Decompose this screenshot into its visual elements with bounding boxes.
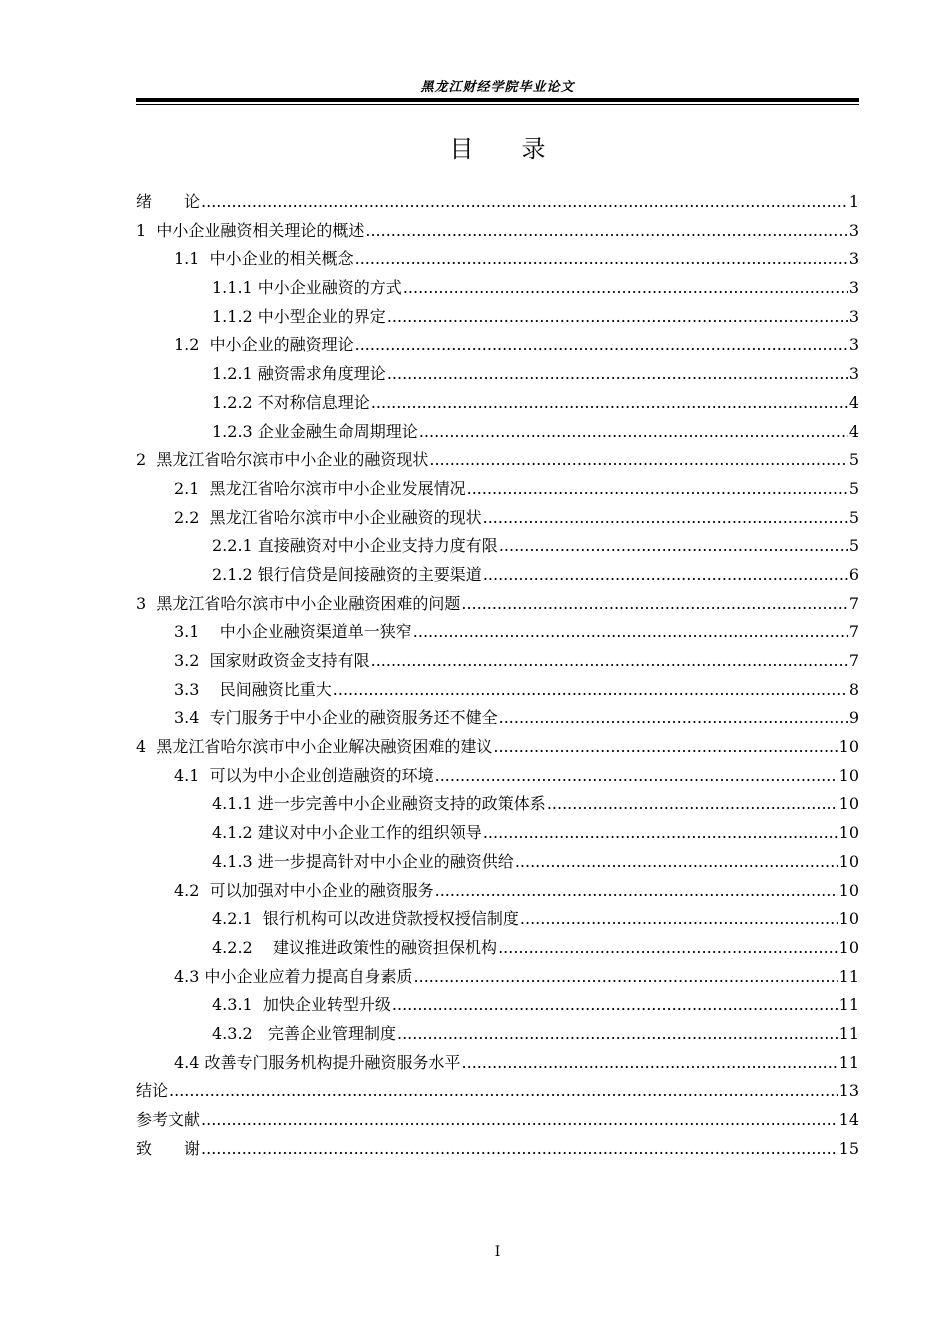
toc-leader-dots [414, 963, 838, 991]
toc-leader-dots [403, 274, 848, 302]
page-number: I [494, 1244, 501, 1260]
toc-entry-page: 4 [848, 421, 859, 441]
toc-entry-page: 6 [848, 564, 859, 584]
toc-entry[interactable] [136, 274, 859, 303]
toc-entry-label: 1.1.2 中小型企业的界定 [212, 306, 386, 326]
toc-leader-dots [387, 360, 848, 388]
toc-leader-dots [499, 704, 848, 732]
toc-entry[interactable] [136, 963, 859, 992]
toc-entry[interactable] [136, 188, 859, 217]
toc-leader-dots [493, 733, 837, 761]
toc-leader-dots [413, 618, 848, 646]
toc-entry-page: 3 [848, 306, 859, 326]
toc-entry-label: 4.1 可以为中小企业创造融资的环境 [174, 765, 434, 785]
toc-entry-page: 11 [838, 1052, 859, 1072]
toc-entry-page: 1 [848, 192, 859, 211]
toc-leader-dots [435, 762, 838, 790]
toc-leader-dots [371, 647, 848, 675]
toc-entry[interactable] [136, 418, 859, 447]
toc-entry[interactable] [136, 676, 859, 705]
toc-leader-dots [201, 188, 848, 216]
toc-leader-dots [467, 475, 848, 503]
toc-entry-label: 4.2.2 建议推进政策性的融资担保机构 [212, 937, 498, 957]
toc-entry[interactable] [136, 590, 859, 619]
toc-entry[interactable] [136, 762, 859, 791]
toc-entry[interactable] [136, 1106, 859, 1135]
toc-entry[interactable] [136, 1135, 859, 1164]
toc-entry-page: 13 [838, 1081, 859, 1101]
toc-entry[interactable] [136, 245, 859, 274]
toc-entry-label: 3.1 中小企业融资渠道单一狭窄 [174, 622, 412, 642]
toc-entry[interactable] [136, 446, 859, 475]
toc-entry-label: 4.3.1 加快企业转型升级 [212, 995, 391, 1015]
toc-title [136, 132, 859, 166]
toc-entry-page: 10 [838, 880, 859, 900]
toc-entry[interactable] [136, 905, 859, 934]
header-rule-thin [136, 104, 859, 105]
toc-leader-dots [520, 905, 838, 933]
toc-entry-page: 11 [838, 1023, 859, 1043]
toc-entry-label: 1.1 中小企业的相关概念 [174, 249, 354, 269]
toc-leader-dots [201, 1106, 838, 1134]
toc-entry[interactable] [136, 733, 859, 762]
toc-entry-page: 11 [838, 995, 859, 1015]
toc-entry-label: 2.2.1 直接融资对中小企业支持力度有限 [212, 536, 498, 556]
toc-entry-page: 5 [848, 536, 859, 556]
toc-entry[interactable] [136, 475, 859, 504]
toc-entry-page: 10 [838, 823, 859, 843]
running-header: 黑龙江财经学院毕业论文 [420, 80, 575, 95]
toc-leader-dots [462, 1049, 838, 1077]
table-of-contents [136, 188, 859, 1163]
toc-leader-dots [365, 217, 847, 245]
toc-entry[interactable] [136, 647, 859, 676]
toc-leader-dots [371, 389, 848, 417]
header-rule-thick [136, 98, 859, 102]
toc-entry-label: 1.1.1 中小企业融资的方式 [212, 278, 402, 298]
toc-entry[interactable] [136, 303, 859, 332]
toc-entry-label: 1.2.3 企业金融生命周期理论 [212, 421, 418, 441]
toc-entry-label: 1.2.2 不对称信息理论 [212, 392, 370, 412]
toc-entry-label: 1 中小企业融资相关理论的概述 [136, 220, 365, 240]
toc-leader-dots [547, 790, 838, 818]
toc-leader-dots [515, 848, 838, 876]
toc-entry[interactable] [136, 848, 859, 877]
toc-title-char-2: 录 [521, 135, 546, 163]
toc-entry-label: 4.2 可以加强对中小企业的融资服务 [174, 880, 434, 900]
toc-leader-dots [435, 877, 838, 905]
toc-entry-label: 1.2.1 融资需求角度理论 [212, 364, 386, 384]
toc-entry-page: 5 [848, 507, 859, 527]
toc-entry[interactable] [136, 1049, 859, 1078]
toc-entry-page: 14 [838, 1110, 859, 1129]
toc-entry-page: 8 [848, 679, 859, 699]
toc-leader-dots [392, 991, 838, 1019]
toc-entry-page: 3 [848, 249, 859, 269]
toc-entry-page: 7 [848, 651, 859, 670]
toc-leader-dots [397, 1020, 838, 1048]
toc-entry[interactable] [136, 819, 859, 848]
toc-leader-dots [419, 418, 848, 446]
toc-entry-label: 4.1.1 进一步完善中小企业融资支持的政策体系 [212, 794, 546, 814]
toc-entry[interactable] [136, 389, 859, 418]
toc-entry-label: 1.2 中小企业的融资理论 [174, 335, 354, 355]
toc-entry-label: 4.4 改善专门服务机构提升融资服务水平 [174, 1052, 461, 1072]
toc-entry-page: 3 [848, 278, 859, 298]
toc-entry-page: 3 [848, 335, 859, 355]
toc-entry-label: 2.1 黑龙江省哈尔滨市中小企业发展情况 [174, 478, 466, 498]
toc-entry[interactable] [136, 618, 859, 647]
toc-entry[interactable] [136, 360, 859, 389]
toc-entry-page: 7 [848, 593, 859, 613]
toc-entry[interactable] [136, 1020, 859, 1049]
toc-entry-label: 2.1.2 银行信贷是间接融资的主要渠道 [212, 564, 482, 584]
toc-leader-dots [461, 590, 847, 618]
toc-leader-dots [355, 331, 848, 359]
toc-entry[interactable] [136, 877, 859, 906]
toc-entry-page: 4 [848, 392, 859, 412]
toc-entry-page: 10 [838, 937, 859, 957]
toc-entry-page: 5 [848, 478, 859, 498]
toc-entry[interactable] [136, 561, 859, 590]
toc-leader-dots [169, 1077, 838, 1105]
toc-entry-page: 3 [848, 220, 859, 240]
toc-leader-dots [499, 532, 848, 560]
toc-leader-dots [483, 504, 848, 532]
toc-entry[interactable] [136, 991, 859, 1020]
toc-entry[interactable] [136, 217, 859, 246]
toc-entry-label: 绪 论 [136, 192, 201, 211]
toc-entry-page: 10 [838, 765, 859, 785]
toc-entry[interactable] [136, 1077, 859, 1106]
toc-entry[interactable] [136, 790, 859, 819]
toc-entry-page: 3 [848, 364, 859, 384]
toc-entry-label: 4.1.3 进一步提高针对中小企业的融资供给 [212, 851, 514, 871]
toc-entry-page: 9 [848, 708, 859, 728]
toc-title-char-1: 目 [449, 135, 474, 163]
toc-entry-label: 结论 [136, 1081, 169, 1101]
toc-entry[interactable] [136, 331, 859, 360]
toc-leader-dots [387, 303, 848, 331]
toc-entry-page: 11 [838, 966, 859, 986]
toc-entry-page: 15 [838, 1138, 859, 1158]
toc-entry[interactable] [136, 532, 859, 561]
toc-leader-dots [355, 245, 848, 273]
toc-entry-label: 致 谢 [136, 1138, 201, 1158]
toc-entry-label: 2.2 黑龙江省哈尔滨市中小企业融资的现状 [174, 507, 482, 527]
toc-leader-dots [498, 934, 838, 962]
toc-leader-dots [429, 446, 847, 474]
toc-entry-label: 3.3 民间融资比重大 [174, 679, 332, 699]
toc-entry-page: 7 [848, 622, 859, 642]
toc-entry-page: 5 [848, 450, 859, 470]
toc-entry-label: 3 黑龙江省哈尔滨市中小企业融资困难的问题 [136, 593, 461, 613]
toc-entry-page: 10 [838, 909, 859, 929]
toc-entry-label: 4.2.1 银行机构可以改进贷款授权授信制度 [212, 909, 519, 929]
toc-entry-label: 3.2 国家财政资金支持有限 [174, 651, 370, 670]
toc-entry-page: 10 [838, 851, 859, 871]
toc-leader-dots [483, 561, 848, 589]
toc-entry[interactable] [136, 934, 859, 963]
toc-entry-label: 4.1.2 建议对中小企业工作的组织领导 [212, 823, 482, 843]
toc-entry[interactable] [136, 504, 859, 533]
toc-entry-label: 4.3.2 完善企业管理制度 [212, 1023, 396, 1043]
toc-entry-label: 参考文献 [136, 1110, 201, 1129]
toc-leader-dots [333, 676, 848, 704]
toc-entry-label: 2 黑龙江省哈尔滨市中小企业的融资现状 [136, 450, 429, 470]
toc-leader-dots [483, 819, 838, 847]
toc-entry-label: 3.4 专门服务于中小企业的融资服务还不健全 [174, 708, 498, 728]
toc-leader-dots [201, 1135, 838, 1163]
toc-entry-page: 10 [838, 794, 859, 814]
toc-entry-label: 4 黑龙江省哈尔滨市中小企业解决融资困难的建议 [136, 737, 493, 757]
toc-entry-page: 10 [838, 737, 859, 757]
toc-entry-label: 4.3 中小企业应着力提高自身素质 [174, 966, 413, 986]
toc-entry[interactable] [136, 704, 859, 733]
